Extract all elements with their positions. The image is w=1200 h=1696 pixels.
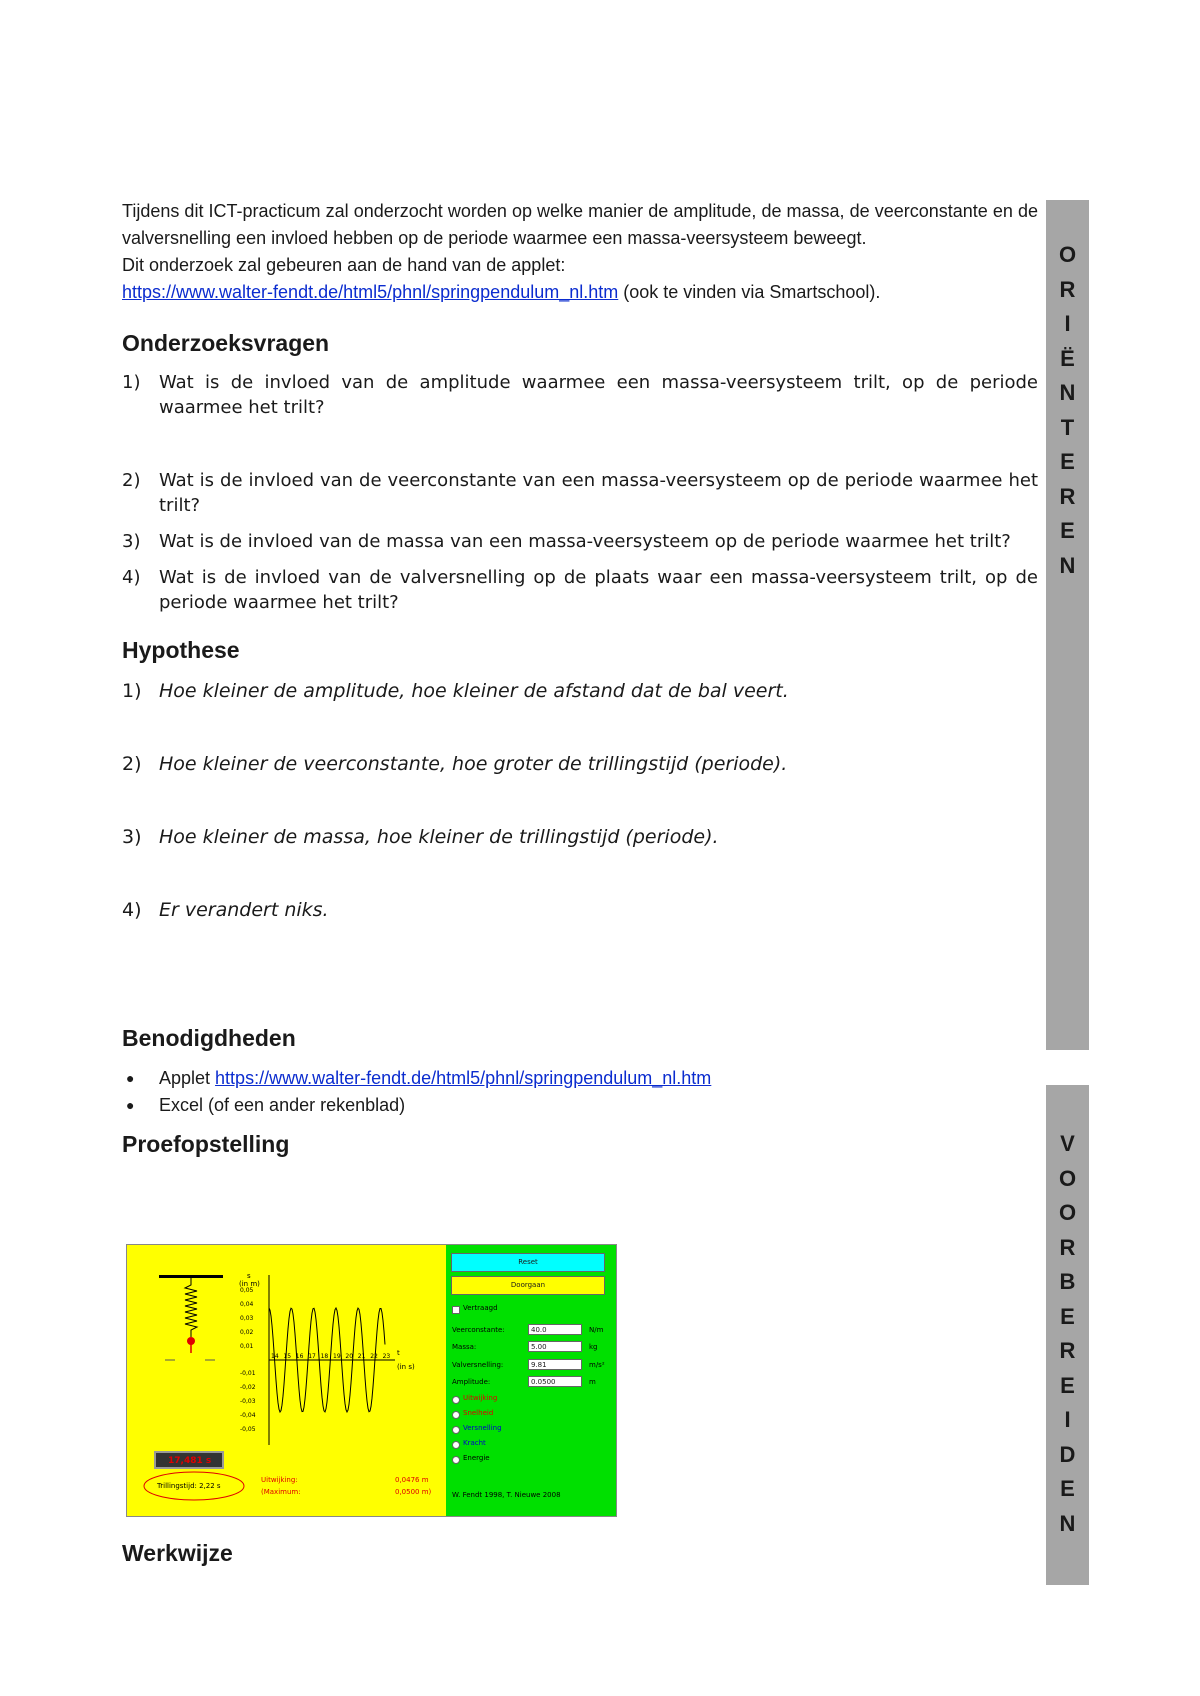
item-text: Er verandert niks. [159,899,329,921]
vertraagd-checkbox[interactable] [452,1306,460,1314]
amplitude-unit: m [589,1378,596,1386]
sidebar-letter: E [1060,518,1075,543]
x-tick-label: 21 [357,1353,366,1360]
uitwijking-radio-label: Uitwijking [463,1394,498,1402]
sidebar-letter: O [1058,1165,1077,1191]
sidebar-letter: N [1059,552,1076,578]
uitwijking-value: 0,0476 m [395,1476,429,1484]
veerconstante-input[interactable]: 40.0 [528,1324,582,1335]
bullet-icon: ● [126,1070,135,1086]
x-tick-label: 20 [345,1353,354,1360]
onderzoeksvragen-heading: Onderzoeksvragen [122,330,330,356]
trillingstijd-text: Trillingstijd: 2,22 s [157,1482,221,1490]
valversnelling-label: Valversnelling: [452,1361,504,1369]
list-item [122,565,1038,615]
intro-link-suffix: (ook te vinden via Smartschool). [618,282,881,302]
item-number: 4) [122,567,141,588]
y-tick-label: -0,03 [240,1398,256,1405]
sidebar-letter: T [1060,414,1075,440]
sidebar-letter: B [1059,1269,1076,1294]
list-item [122,752,1038,777]
sidebar-letter: R [1059,1338,1076,1363]
item-number: 1) [122,372,141,393]
y-tick-label: -0,02 [240,1384,256,1391]
y-tick-label: -0,04 [240,1412,256,1419]
y-ticks [240,1287,256,1433]
item-number: 4) [122,899,142,921]
veerconstante-unit: N/m [589,1326,604,1334]
item-number: 2) [122,753,142,775]
sidebar-letter: R [1059,1234,1076,1260]
intro-paragraph [122,198,1038,306]
item-number: 3) [122,826,142,848]
y-axis-label: s [247,1272,251,1280]
snelheid-radio-label: Snelheid [463,1409,494,1417]
werkwijze-heading: Werkwijze [122,1540,233,1566]
sidebar-letter: N [1059,1510,1076,1536]
intro-applet-text: Dit onderzoek zal gebeuren aan de hand van de applet: [122,255,566,275]
kracht-radio-label: Kracht [463,1439,486,1447]
vertraagd-label: Vertraagd [463,1304,498,1312]
y-tick-label: -0,01 [240,1370,256,1377]
sidebar-letter: E [1060,449,1075,474]
sidebar-letter: V [1060,1131,1075,1156]
list-item [122,370,1038,420]
y-tick-label: 0,04 [240,1301,254,1308]
item-text: Wat is de invloed van de amplitude waarmee een massa-veersysteem trilt, op de periode waarmee het trilt? [159,372,1038,418]
energie-radio-label: Energie [463,1454,490,1462]
x-tick-label: 23 [382,1353,391,1360]
x-tick-label: 16 [295,1353,304,1360]
benodigdheden-list [122,1065,1038,1119]
sidebar-letter: I [1064,311,1071,336]
kracht-radio[interactable] [452,1441,460,1449]
versnelling-radio-label: Versnelling [463,1424,502,1432]
x-tick-label: 15 [283,1353,292,1360]
item-text: Hoe kleiner de massa, hoe kleiner de trillingstijd (periode). [159,826,719,848]
sidebar-letter: Ë [1060,345,1075,371]
valversnelling-unit: m/s² [589,1361,605,1369]
sidebar-orienteren [1046,200,1089,1050]
y-tick-label: 0,01 [240,1343,254,1350]
veerconstante-label: Veerconstante: [452,1326,505,1334]
massa-input[interactable]: 5.00 [528,1341,582,1352]
credits-text: W. Fendt 1998, T. Nieuwe 2008 [452,1491,561,1499]
sidebar-letter: N [1059,380,1076,405]
applet-link[interactable]: https://www.walter-fendt.de/html5/phnl/springpendulum_nl.htm [215,1068,712,1088]
item-text: Wat is de invloed van de veerconstante van een massa-veersysteem op de periode waarmee het trilt? [159,470,1038,516]
document-body [122,198,1038,1159]
item-text: Applet [159,1068,216,1088]
maximum-label: (Maximum: [261,1488,301,1496]
list-item [122,825,1038,850]
sidebar-voorbereiden [1046,1085,1089,1585]
list-item [122,679,1038,704]
energie-radio[interactable] [452,1456,460,1464]
sidebar-letter: O [1058,242,1077,267]
applet-simulation-panel [127,1245,446,1516]
amplitude-label: Amplitude: [452,1378,491,1386]
list-item [122,468,1038,518]
item-text: Hoe kleiner de amplitude, hoe kleiner de afstand dat de bal veert. [159,680,789,702]
sidebar-letter: R [1059,276,1076,302]
maximum-value: 0,0500 m) [395,1488,432,1496]
sidebar-letter: E [1060,1372,1075,1398]
snelheid-radio[interactable] [452,1411,460,1419]
sidebar-letter: E [1060,1303,1075,1329]
ceiling-bar [159,1275,223,1278]
benodigdheden-heading: Benodigdheden [122,1025,296,1051]
list-item [122,1092,1038,1119]
x-tick-label: 14 [271,1353,279,1360]
sidebar-letter: R [1059,483,1076,509]
item-number: 3) [122,531,141,552]
x-tick-label: 22 [370,1353,378,1360]
amplitude-input[interactable]: 0.0500 [528,1376,582,1387]
x-axis-label: t [397,1349,400,1357]
x-axis-unit: (in s) [397,1363,415,1371]
timer-display [154,1451,224,1469]
y-tick-label: 0,02 [240,1329,254,1336]
list-item [122,898,1038,923]
x-tick-label: 19 [333,1353,341,1360]
reset-button[interactable]: Reset [451,1253,605,1272]
x-tick-label: 18 [320,1353,329,1360]
onderzoeksvragen-list [122,370,1038,615]
hypothese-heading: Hypothese [122,637,240,663]
intro-text: Tijdens dit ICT-practicum zal onderzocht worden op welke manier de amplitude, de massa, de veerconstante en de valversnelling een invloed hebben op de periode waarmee een massa-veersysteem beweegt. [122,201,1038,248]
massa-unit: kg [589,1343,598,1351]
applet-screenshot [126,1244,617,1517]
applet-control-panel [446,1245,616,1516]
item-text: Wat is de invloed van de massa van een massa-veersysteem op de periode waarmee het trilt? [159,531,1011,552]
sidebar-letter: D [1059,1441,1076,1467]
hypothese-list [122,679,1038,923]
y-axis-unit: (in m) [239,1280,260,1288]
sidebar-letter: O [1058,1200,1077,1225]
massa-label: Massa: [452,1343,477,1351]
spring-icon [185,1278,197,1337]
item-text: Excel (of een ander rekenblad) [159,1095,406,1115]
versnelling-radio[interactable] [452,1426,460,1434]
item-text: Wat is de invloed van de valversnelling op de plaats waar een massa-veersysteem trilt, op de periode waarmee het trilt? [159,567,1038,613]
list-item [122,529,1038,554]
list-item [122,1065,1038,1092]
sidebar-letter: I [1064,1407,1071,1432]
uitwijking-radio[interactable] [452,1396,460,1404]
bullet-icon: ● [126,1097,135,1113]
y-tick-label: 0,03 [240,1315,254,1322]
applet-link[interactable]: https://www.walter-fendt.de/html5/phnl/springpendulum_nl.htm [122,282,619,302]
item-number: 2) [122,470,141,491]
proefopstelling-heading: Proefopstelling [122,1131,290,1157]
y-tick-label: 0,05 [240,1287,254,1294]
timer-value: 17,481 s [168,1456,212,1466]
item-number: 1) [122,680,142,702]
item-text: Hoe kleiner de veerconstante, hoe groter de trillingstijd (periode). [159,753,788,775]
y-tick-label: -0,05 [240,1426,256,1433]
valversnelling-input[interactable]: 9.81 [528,1359,582,1370]
x-tick-label: 17 [308,1353,316,1360]
doorgaan-button[interactable]: Doorgaan [451,1276,605,1295]
uitwijking-label: Uitwijking: [261,1476,298,1484]
sidebar-letter: E [1060,1476,1075,1501]
